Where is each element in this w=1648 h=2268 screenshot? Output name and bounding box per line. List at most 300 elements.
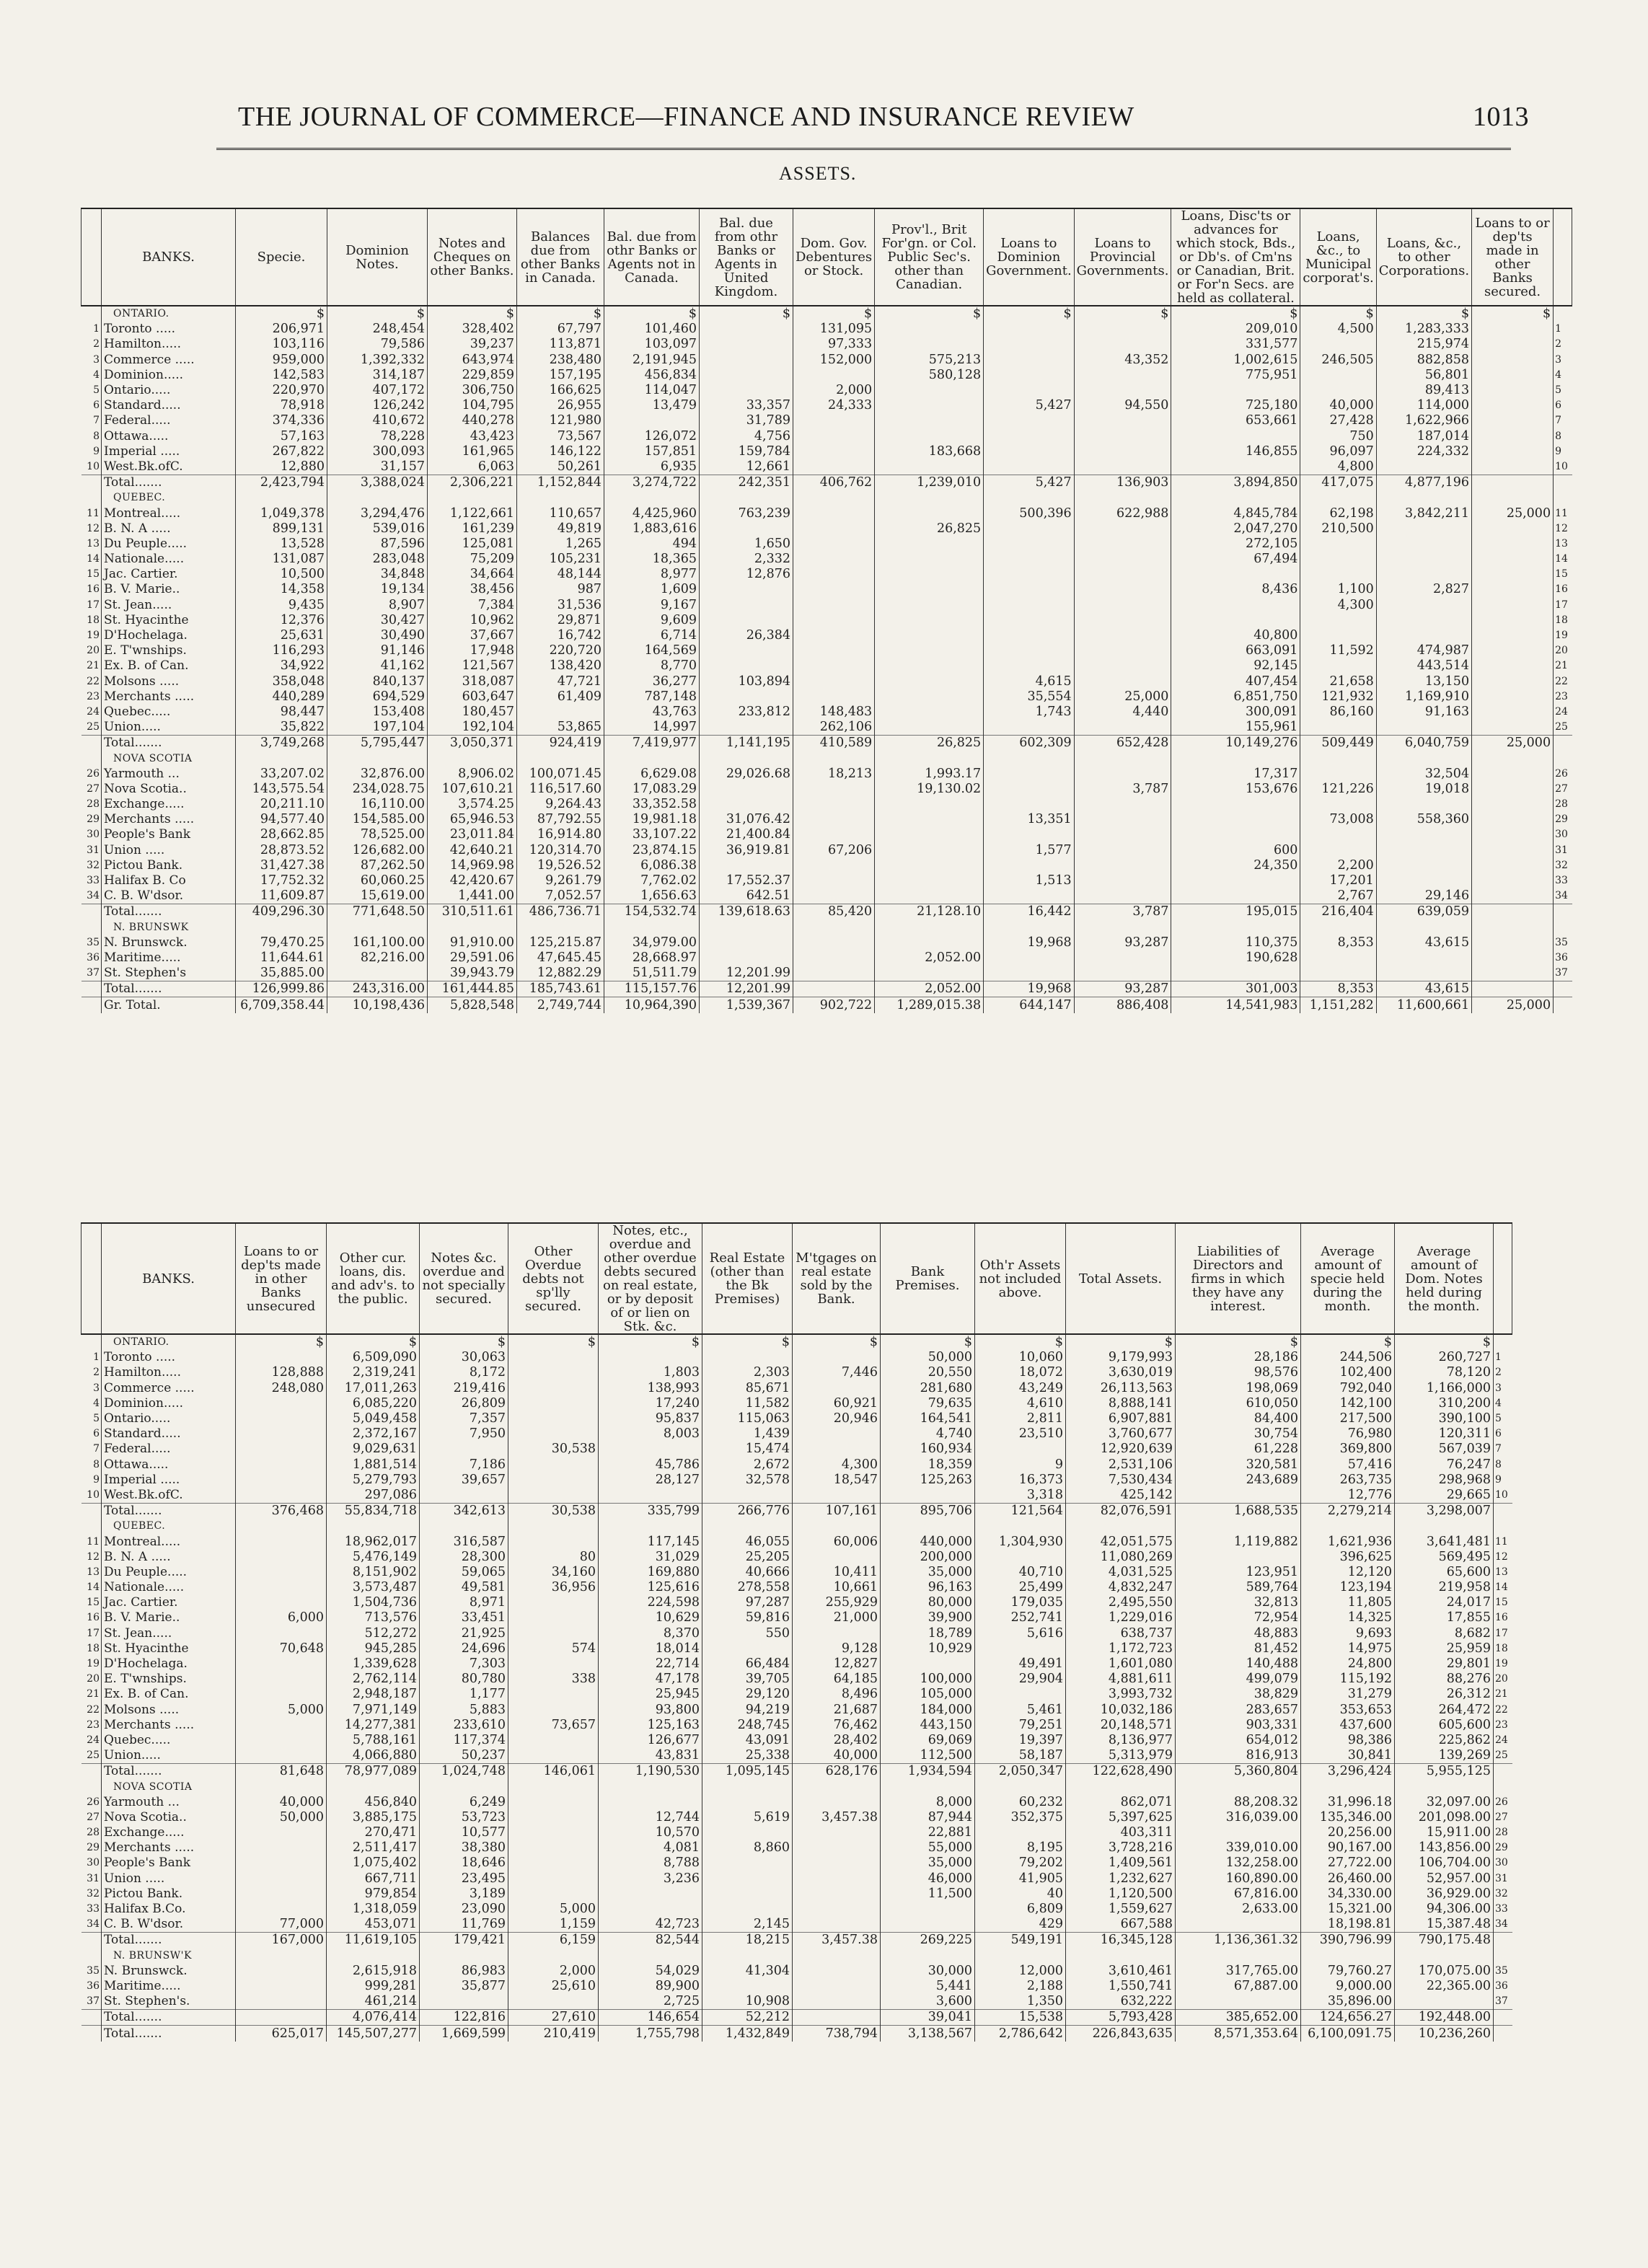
table-cell: 2,531,106 xyxy=(1066,1457,1176,1473)
bank-name: Du Peuple..... xyxy=(102,1565,236,1580)
row-number: 9 xyxy=(93,1473,100,1486)
table-cell xyxy=(236,1718,327,1733)
row-number xyxy=(1494,1949,1512,1964)
table-row xyxy=(81,552,1572,567)
table-cell: 5,427 xyxy=(984,475,1075,491)
table-cell xyxy=(327,1949,420,1964)
table-cell: 82,076,591 xyxy=(1066,1504,1176,1519)
table-cell: 269,225 xyxy=(881,1933,975,1949)
table-cell: 3,296,424 xyxy=(1301,1764,1395,1780)
table-cell: 1,755,798 xyxy=(599,2026,702,2042)
table-cell: 52,957.00 xyxy=(1395,1871,1494,1887)
table-cell: 26,312 xyxy=(1395,1687,1494,1702)
row-number: 34 xyxy=(87,890,100,902)
table-cell xyxy=(881,1779,975,1794)
bank-name: Total....... xyxy=(102,2010,236,2026)
table-cell xyxy=(1074,521,1171,537)
row-number: 22 xyxy=(1495,1703,1508,1716)
table-cell xyxy=(875,613,984,628)
table-cell: 125,081 xyxy=(428,537,517,552)
table-cell: 1,688,535 xyxy=(1176,1504,1301,1519)
table-cell: 49,491 xyxy=(975,1656,1066,1672)
column-header: Balances due from other Banks in Canada. xyxy=(517,208,604,306)
table-cell: 60,060.25 xyxy=(327,873,428,888)
table-cell xyxy=(420,1994,508,2010)
table-cell xyxy=(1472,459,1554,475)
province-row xyxy=(81,306,1572,322)
table-cell: 1,166,000 xyxy=(1395,1381,1494,1396)
table-row xyxy=(81,1902,1512,1917)
table-cell: 32,097.00 xyxy=(1395,1795,1494,1810)
table-cell xyxy=(1472,689,1554,705)
table-cell: 425,142 xyxy=(1066,1488,1176,1504)
table-row xyxy=(81,827,1572,842)
table-cell: 146,061 xyxy=(508,1764,599,1780)
table-cell: 31,076.42 xyxy=(700,812,793,827)
table-cell: 164,569 xyxy=(604,643,700,658)
table-cell: 91,163 xyxy=(1376,705,1471,720)
table-cell: 242,351 xyxy=(700,475,793,491)
table-cell: 234,028.75 xyxy=(327,782,428,797)
table-cell: 146,654 xyxy=(599,2010,702,2026)
table-cell: 34,160 xyxy=(508,1565,599,1580)
table-cell: 224,332 xyxy=(1376,444,1471,459)
table-cell xyxy=(793,459,875,475)
table-cell xyxy=(881,1519,975,1534)
table-cell: 192,104 xyxy=(428,720,517,736)
table-row xyxy=(81,705,1572,720)
table-cell: 5,000 xyxy=(508,1902,599,1917)
table-cell xyxy=(1472,598,1554,613)
table-cell xyxy=(1300,843,1376,858)
table-cell: 17,083.29 xyxy=(604,782,700,797)
table-cell xyxy=(1376,827,1471,842)
row-number: 1 xyxy=(1495,1351,1502,1364)
bank-name: St. Hyacinthe xyxy=(102,1641,236,1656)
table-cell xyxy=(793,1887,881,1902)
table-cell: $ xyxy=(1074,306,1171,322)
table-cell: 78,120 xyxy=(1395,1365,1494,1380)
table-cell: 42,051,575 xyxy=(1066,1534,1176,1549)
table-cell: 486,736.71 xyxy=(517,904,604,920)
table-cell: 2,000 xyxy=(508,1964,599,1979)
bank-name: Union ..... xyxy=(102,843,236,858)
table-cell: 30,427 xyxy=(327,613,428,628)
table-cell: 38,380 xyxy=(420,1840,508,1856)
table-cell: 4,440 xyxy=(1074,705,1171,720)
table-cell: 16,345,128 xyxy=(1066,1933,1176,1949)
table-cell: 738,794 xyxy=(793,2026,881,2042)
table-cell: 79,635 xyxy=(881,1396,975,1411)
table-cell: 5,883 xyxy=(420,1703,508,1718)
table-row xyxy=(81,1825,1512,1840)
table-cell: 1,289,015.38 xyxy=(875,997,984,1013)
table-cell xyxy=(875,598,984,613)
table-cell: 179,035 xyxy=(975,1595,1066,1610)
table-cell: 6,851,750 xyxy=(1171,689,1300,705)
table-cell: 73,567 xyxy=(517,429,604,444)
column-header: Loans, &c., to Municipal corporat's. xyxy=(1300,208,1376,306)
table-cell xyxy=(793,1856,881,1871)
table-cell xyxy=(599,1488,702,1504)
table-row xyxy=(81,1550,1512,1565)
table-cell xyxy=(327,1779,420,1794)
table-cell xyxy=(793,888,875,904)
table-cell xyxy=(1472,383,1554,398)
table-cell: 78,525.00 xyxy=(327,827,428,842)
table-cell: 6,159 xyxy=(508,1933,599,1949)
table-cell xyxy=(1176,1779,1301,1794)
table-cell: 1,650 xyxy=(700,537,793,552)
row-number: 4 xyxy=(93,1397,100,1409)
table-cell: 43,423 xyxy=(428,429,517,444)
table-cell: 123,194 xyxy=(1301,1580,1395,1595)
table-cell: 41,162 xyxy=(327,658,428,674)
table-cell: 161,100.00 xyxy=(327,935,428,950)
table-cell: 999,281 xyxy=(327,1979,420,1994)
table-cell xyxy=(875,920,984,935)
table-cell: $ xyxy=(420,1334,508,1350)
table-cell: $ xyxy=(881,1334,975,1350)
table-cell: 6,709,358.44 xyxy=(236,997,327,1013)
column-header: Other cur. loans, dis. and adv's. to the public. xyxy=(327,1223,420,1334)
bank-name: Montreal..... xyxy=(102,1534,236,1549)
table-cell xyxy=(875,935,984,950)
table-cell xyxy=(1171,598,1300,613)
column-header: Bank Premises. xyxy=(881,1223,975,1334)
table-cell: 10,500 xyxy=(236,567,327,582)
table-cell: 2,615,918 xyxy=(327,1964,420,1979)
table-cell xyxy=(1074,797,1171,812)
table-cell: 13,479 xyxy=(604,398,700,413)
table-cell: 12,000 xyxy=(975,1964,1066,1979)
table-cell: 57,163 xyxy=(236,429,327,444)
table-cell: 8,906.02 xyxy=(428,767,517,782)
table-cell xyxy=(984,353,1075,368)
table-cell: 22,714 xyxy=(599,1656,702,1672)
row-number: 7 xyxy=(93,415,100,427)
table-cell xyxy=(236,1534,327,1549)
row-number: 13 xyxy=(87,537,100,550)
table-cell: 5,360,804 xyxy=(1176,1764,1301,1780)
table-cell xyxy=(1074,567,1171,582)
table-cell xyxy=(984,413,1075,428)
table-cell: 17,011,263 xyxy=(327,1381,420,1396)
table-row xyxy=(81,873,1572,888)
table-cell: 1,239,010 xyxy=(875,475,984,491)
table-cell xyxy=(1074,429,1171,444)
row-number: 22 xyxy=(1555,675,1568,687)
table-cell xyxy=(236,1871,327,1887)
row-number xyxy=(1554,904,1572,920)
table-cell: 3,842,211 xyxy=(1376,506,1471,521)
table-cell: 86,983 xyxy=(420,1964,508,1979)
table-cell xyxy=(1472,322,1554,337)
table-cell: 11,582 xyxy=(702,1396,793,1411)
row-number: 24 xyxy=(87,1734,100,1746)
table-cell: 43,249 xyxy=(975,1381,1066,1396)
total-row xyxy=(81,1933,1512,1949)
table-cell xyxy=(875,858,984,873)
table-cell: 456,834 xyxy=(604,368,700,383)
table-cell xyxy=(984,552,1075,567)
table-cell xyxy=(881,1902,975,1917)
row-number: 19 xyxy=(1495,1658,1508,1670)
table-cell xyxy=(236,490,327,506)
bank-name: B. N. A ..... xyxy=(102,521,236,537)
table-cell: 895,706 xyxy=(881,1504,975,1519)
table-cell xyxy=(1376,598,1471,613)
table-cell: $ xyxy=(327,1334,420,1350)
table-cell xyxy=(875,873,984,888)
row-number: 8 xyxy=(93,1458,100,1470)
table-cell xyxy=(700,689,793,705)
row-number: 26 xyxy=(1495,1796,1508,1808)
table-row xyxy=(81,1641,1512,1656)
table-header-row xyxy=(81,1223,1512,1334)
table-cell: 35,822 xyxy=(236,720,327,736)
row-number: 29 xyxy=(1555,813,1568,826)
row-number xyxy=(81,1933,102,1949)
table-cell: 352,375 xyxy=(975,1810,1066,1825)
table-cell xyxy=(1176,1519,1301,1534)
row-number: 34 xyxy=(1555,890,1568,902)
table-cell: 60,921 xyxy=(793,1396,881,1411)
table-cell: 1,550,741 xyxy=(1066,1979,1176,1994)
table-cell: 41,905 xyxy=(975,1871,1066,1887)
table-cell xyxy=(984,337,1075,352)
row-number: 16 xyxy=(87,1612,100,1624)
table-cell xyxy=(875,567,984,582)
table-row xyxy=(81,843,1572,858)
table-cell: 29,026.68 xyxy=(700,767,793,782)
row-number xyxy=(1554,751,1572,766)
table-cell xyxy=(1066,1949,1176,1964)
table-cell: 55,000 xyxy=(881,1840,975,1856)
table-cell xyxy=(1376,920,1471,935)
table-cell: 390,796.99 xyxy=(1301,1933,1395,1949)
row-number xyxy=(1554,490,1572,506)
table-cell: 72,954 xyxy=(1176,1610,1301,1625)
table-cell: 10,236,260 xyxy=(1395,2026,1494,2042)
table-cell xyxy=(1074,537,1171,552)
total-row xyxy=(81,981,1572,997)
table-cell xyxy=(428,490,517,506)
table-cell: 93,800 xyxy=(599,1703,702,1718)
table-cell: 10,149,276 xyxy=(1171,736,1300,751)
table-cell: 192,448.00 xyxy=(1395,2010,1494,2026)
table-cell: 139,269 xyxy=(1395,1748,1494,1764)
table-cell xyxy=(793,1825,881,1840)
table-cell: 3,787 xyxy=(1074,782,1171,797)
table-cell xyxy=(700,720,793,736)
table-cell: 78,918 xyxy=(236,398,327,413)
table-cell: 407,172 xyxy=(327,383,428,398)
row-number: 3 xyxy=(1555,353,1561,366)
table-cell: 39,943.79 xyxy=(428,966,517,981)
table-cell xyxy=(975,1442,1066,1457)
table-cell: 5,616 xyxy=(975,1626,1066,1641)
table-cell: 2,767 xyxy=(1300,888,1376,904)
table-cell: 26,825 xyxy=(875,521,984,537)
table-cell: 16,914.80 xyxy=(517,827,604,842)
table-cell: 10,032,186 xyxy=(1066,1703,1176,1718)
table-cell: 1,883,616 xyxy=(604,521,700,537)
table-cell: 76,980 xyxy=(1301,1426,1395,1442)
bank-name: Union ..... xyxy=(102,1871,236,1887)
table-cell: 338 xyxy=(508,1672,599,1687)
table-cell xyxy=(508,1473,599,1488)
table-cell: 66,484 xyxy=(702,1656,793,1672)
table-cell xyxy=(793,567,875,582)
table-cell xyxy=(975,1550,1066,1565)
table-cell xyxy=(984,383,1075,398)
table-cell: 59,816 xyxy=(702,1610,793,1625)
table-cell xyxy=(1472,843,1554,858)
row-number xyxy=(1494,2010,1512,2026)
table-cell xyxy=(1300,827,1376,842)
table-cell: 19,526.52 xyxy=(517,858,604,873)
table-cell: 31,996.18 xyxy=(1301,1795,1395,1810)
row-number: 21 xyxy=(87,660,100,672)
bank-name: Nova Scotia.. xyxy=(102,782,236,797)
row-number: 15 xyxy=(87,568,100,581)
table-cell: 18,072 xyxy=(975,1365,1066,1380)
table-cell: 1,934,594 xyxy=(881,1764,975,1780)
bank-name: Nova Scotia.. xyxy=(102,1810,236,1825)
table-cell: 369,800 xyxy=(1301,1442,1395,1457)
table-cell xyxy=(517,490,604,506)
bank-name: Quebec..... xyxy=(102,705,236,720)
table-cell: 3,610,461 xyxy=(1066,1964,1176,1979)
table-cell: 30,538 xyxy=(508,1442,599,1457)
table-cell xyxy=(1176,1825,1301,1840)
table-cell: 310,200 xyxy=(1395,1396,1494,1411)
table-cell: $ xyxy=(793,1334,881,1350)
row-number xyxy=(81,751,102,766)
row-number-header xyxy=(81,208,102,306)
bank-name: NOVA SCOTIA xyxy=(102,751,236,766)
table-cell: 14,325 xyxy=(1301,1610,1395,1625)
table-row xyxy=(81,767,1572,782)
table-cell: $ xyxy=(1066,1334,1176,1350)
table-cell xyxy=(793,598,875,613)
province-row xyxy=(81,1779,1512,1794)
table-cell: $ xyxy=(1300,306,1376,322)
table-cell: 2,191,945 xyxy=(604,353,700,368)
table-cell: 40 xyxy=(975,1887,1066,1902)
table-cell: 88,208.32 xyxy=(1176,1795,1301,1810)
table-cell xyxy=(1395,1779,1494,1794)
table-row xyxy=(81,1381,1512,1396)
row-number: 1 xyxy=(1555,323,1561,335)
row-number: 24 xyxy=(87,705,100,718)
table-cell xyxy=(875,537,984,552)
table-cell xyxy=(1472,628,1554,643)
table-cell: 14,541,983 xyxy=(1171,997,1300,1013)
table-cell: 57,416 xyxy=(1301,1457,1395,1473)
table-cell xyxy=(875,751,984,766)
table-cell: 125,215.87 xyxy=(517,935,604,950)
row-number: 30 xyxy=(87,1857,100,1869)
row-number: 13 xyxy=(1555,537,1568,550)
running-head xyxy=(238,101,1529,133)
table-cell xyxy=(236,1473,327,1488)
table-cell: 1,513 xyxy=(984,873,1075,888)
table-cell xyxy=(1074,383,1171,398)
table-cell xyxy=(1472,368,1554,383)
table-cell xyxy=(508,1840,599,1856)
bank-name: Merchants ..... xyxy=(102,1718,236,1733)
table-cell: 1,024,748 xyxy=(420,1764,508,1780)
table-cell xyxy=(700,950,793,966)
table-cell: 18,646 xyxy=(420,1856,508,1871)
bank-name: Ottawa..... xyxy=(102,1457,236,1473)
row-number: 11 xyxy=(87,507,100,519)
table-cell: 40,000 xyxy=(1300,398,1376,413)
row-number: 12 xyxy=(87,1550,100,1563)
row-number: 27 xyxy=(87,782,100,795)
table-cell: 331,577 xyxy=(1171,337,1300,352)
table-cell: 775,951 xyxy=(1171,368,1300,383)
table-cell: 440,289 xyxy=(236,689,327,705)
table-cell xyxy=(236,1488,327,1504)
table-cell xyxy=(508,1703,599,1718)
table-cell: 243,316.00 xyxy=(327,981,428,997)
table-cell: 47,645.45 xyxy=(517,950,604,966)
total-row xyxy=(81,1504,1512,1519)
table-cell: 3,728,216 xyxy=(1066,1840,1176,1856)
table-cell xyxy=(236,1687,327,1702)
table-cell: 2,725 xyxy=(599,1994,702,2010)
table-cell: 4,300 xyxy=(1300,598,1376,613)
table-cell xyxy=(1472,444,1554,459)
table-cell: 20,148,571 xyxy=(1066,1718,1176,1733)
table-cell: 1,539,367 xyxy=(700,997,793,1013)
table-cell: $ xyxy=(1472,306,1554,322)
table-cell xyxy=(1472,873,1554,888)
table-cell xyxy=(793,981,875,997)
table-cell: 142,583 xyxy=(236,368,327,383)
table-cell xyxy=(1074,322,1171,337)
table-row xyxy=(81,1396,1512,1411)
table-cell: 79,202 xyxy=(975,1856,1066,1871)
table-cell: 145,507,277 xyxy=(327,2026,420,2042)
row-number: 14 xyxy=(87,1581,100,1594)
table-cell xyxy=(420,1488,508,1504)
table-cell xyxy=(1074,950,1171,966)
table-cell: 39,237 xyxy=(428,337,517,352)
table-cell xyxy=(793,444,875,459)
table-cell: 567,039 xyxy=(1395,1442,1494,1457)
bank-name: Exchange..... xyxy=(102,797,236,812)
table-cell: 50,237 xyxy=(420,1748,508,1764)
row-number: 2 xyxy=(1555,338,1561,350)
row-number xyxy=(81,904,102,920)
bank-name: Total....... xyxy=(102,2026,236,2042)
row-number xyxy=(1554,997,1572,1013)
table-cell xyxy=(236,1672,327,1687)
table-cell xyxy=(1472,705,1554,720)
table-cell: 30,754 xyxy=(1176,1426,1301,1442)
row-number: 13 xyxy=(1495,1566,1508,1578)
table-row xyxy=(81,1718,1512,1733)
table-cell: 4,076,414 xyxy=(327,2010,420,2026)
table-cell xyxy=(984,521,1075,537)
row-number: 15 xyxy=(1555,568,1568,581)
table-cell xyxy=(793,413,875,428)
row-number: 30 xyxy=(1555,829,1568,841)
